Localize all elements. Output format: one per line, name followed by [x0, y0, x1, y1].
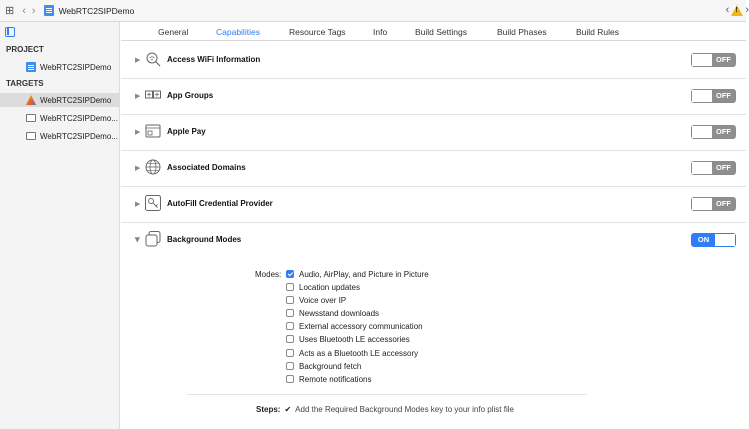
- associated-domains-toggle[interactable]: OFF: [691, 161, 736, 175]
- project-section-header: PROJECT: [6, 45, 44, 54]
- mode-audio[interactable]: Audio, AirPlay, and Picture in Picture: [286, 268, 429, 280]
- tab-general[interactable]: General: [158, 27, 189, 37]
- app-groups-icon: [145, 87, 161, 103]
- tab-resource-tags[interactable]: Resource Tags: [289, 27, 346, 37]
- checkmark-icon: ✔: [284, 405, 292, 414]
- sidebar-item-label: WebRTC2SIPDemo...: [40, 131, 118, 141]
- grid-icon[interactable]: ⊞: [5, 5, 15, 17]
- capability-autofill: [121, 187, 746, 223]
- sidebar-item-target-app[interactable]: [0, 93, 119, 107]
- capability-app-groups: [121, 79, 746, 115]
- capability-label: Apple Pay: [167, 127, 206, 136]
- mode-location[interactable]: Location updates: [286, 281, 360, 293]
- sidebar: [0, 22, 120, 429]
- app-icon: [26, 95, 36, 105]
- checkbox[interactable]: [286, 296, 294, 304]
- checkbox[interactable]: [286, 335, 294, 343]
- sidebar-item-label: WebRTC2SIPDemo...: [40, 113, 118, 123]
- checkbox[interactable]: [286, 362, 294, 370]
- capability-background-modes: [121, 223, 746, 259]
- sidebar-item-label: WebRTC2SIPDemo: [40, 62, 112, 72]
- disclosure-triangle-icon[interactable]: ▶: [135, 129, 141, 136]
- wallet-icon: [145, 123, 161, 139]
- mode-external-accessory[interactable]: External accessory communication: [286, 320, 423, 332]
- capability-label: AutoFill Credential Provider: [167, 199, 273, 208]
- sidebar-item-target-uitests[interactable]: [0, 129, 119, 143]
- warning-icon[interactable]: !: [731, 5, 743, 16]
- project-file-icon: [26, 62, 36, 72]
- checkbox[interactable]: [286, 309, 294, 317]
- capability-label: Access WiFi Information: [167, 55, 261, 64]
- disclosure-triangle-icon[interactable]: ▶: [135, 57, 141, 64]
- checkbox[interactable]: [286, 322, 294, 330]
- wifi-search-icon: [145, 51, 161, 67]
- tab-build-phases[interactable]: Build Phases: [497, 27, 547, 37]
- capability-label: Background Modes: [167, 235, 242, 244]
- sidebar-item-target-tests[interactable]: [0, 111, 119, 125]
- tab-capabilities[interactable]: Capabilities: [216, 27, 260, 37]
- tab-info[interactable]: Info: [373, 27, 388, 37]
- steps-row: [256, 405, 514, 414]
- background-modes-toggle[interactable]: ON: [691, 233, 736, 247]
- folder-icon: [26, 114, 36, 122]
- capability-label: App Groups: [167, 91, 214, 100]
- checkbox[interactable]: [286, 270, 294, 278]
- apple-pay-toggle[interactable]: OFF: [691, 125, 736, 139]
- capability-associated-domains: [121, 151, 746, 187]
- modes-label: Modes:: [255, 270, 282, 279]
- targets-section-header: TARGETS: [6, 79, 44, 88]
- disclosure-triangle-icon[interactable]: ▶: [135, 93, 141, 100]
- disclosure-triangle-icon[interactable]: ▶: [135, 165, 141, 172]
- folder-icon: [26, 132, 36, 140]
- capability-access-wifi: [121, 43, 746, 79]
- mode-bluetooth-central[interactable]: Uses Bluetooth LE accessories: [286, 333, 410, 345]
- mode-background-fetch[interactable]: Background fetch: [286, 360, 361, 372]
- capability-apple-pay: [121, 115, 746, 151]
- globe-icon: [145, 159, 161, 175]
- checkbox[interactable]: [286, 283, 294, 291]
- back-arrow-icon[interactable]: ‹: [22, 4, 26, 17]
- autofill-toggle[interactable]: OFF: [691, 197, 736, 211]
- checkbox[interactable]: [286, 375, 294, 383]
- sidebar-toggle-icon[interactable]: [5, 27, 15, 37]
- editor-tabs: [121, 22, 746, 41]
- background-modes-icon: [145, 231, 161, 247]
- background-modes-panel: [121, 259, 746, 429]
- divider: [187, 394, 587, 395]
- mode-remote-notifications[interactable]: Remote notifications: [286, 373, 371, 385]
- checkbox[interactable]: [286, 349, 294, 357]
- breadcrumb[interactable]: WebRTC2SIPDemo: [58, 5, 135, 16]
- mode-newsstand[interactable]: Newsstand downloads: [286, 307, 379, 319]
- sidebar-item-project[interactable]: [0, 60, 119, 74]
- disclosure-triangle-icon[interactable]: ▶: [135, 201, 141, 208]
- capability-label: Associated Domains: [167, 163, 246, 172]
- jump-bar: [0, 0, 749, 22]
- tab-build-settings[interactable]: Build Settings: [415, 27, 467, 37]
- steps-text: Add the Required Background Modes key to your info plist file: [295, 405, 514, 414]
- sidebar-item-label: WebRTC2SIPDemo: [40, 95, 112, 105]
- tab-build-rules[interactable]: Build Rules: [576, 27, 619, 37]
- forward-arrow-icon[interactable]: ›: [31, 4, 36, 17]
- mode-voip[interactable]: Voice over IP: [286, 294, 346, 306]
- key-icon: [145, 195, 161, 211]
- mode-bluetooth-peripheral[interactable]: Acts as a Bluetooth LE accessory: [286, 347, 418, 359]
- chevron-left-icon[interactable]: ‹: [725, 4, 730, 16]
- disclosure-triangle-expanded-icon[interactable]: ▶: [133, 237, 141, 243]
- project-file-icon: [44, 5, 54, 16]
- access-wifi-toggle[interactable]: OFF: [691, 53, 736, 67]
- steps-label: Steps:: [256, 405, 281, 414]
- chevron-right-icon[interactable]: ›: [745, 4, 749, 16]
- app-groups-toggle[interactable]: OFF: [691, 89, 736, 103]
